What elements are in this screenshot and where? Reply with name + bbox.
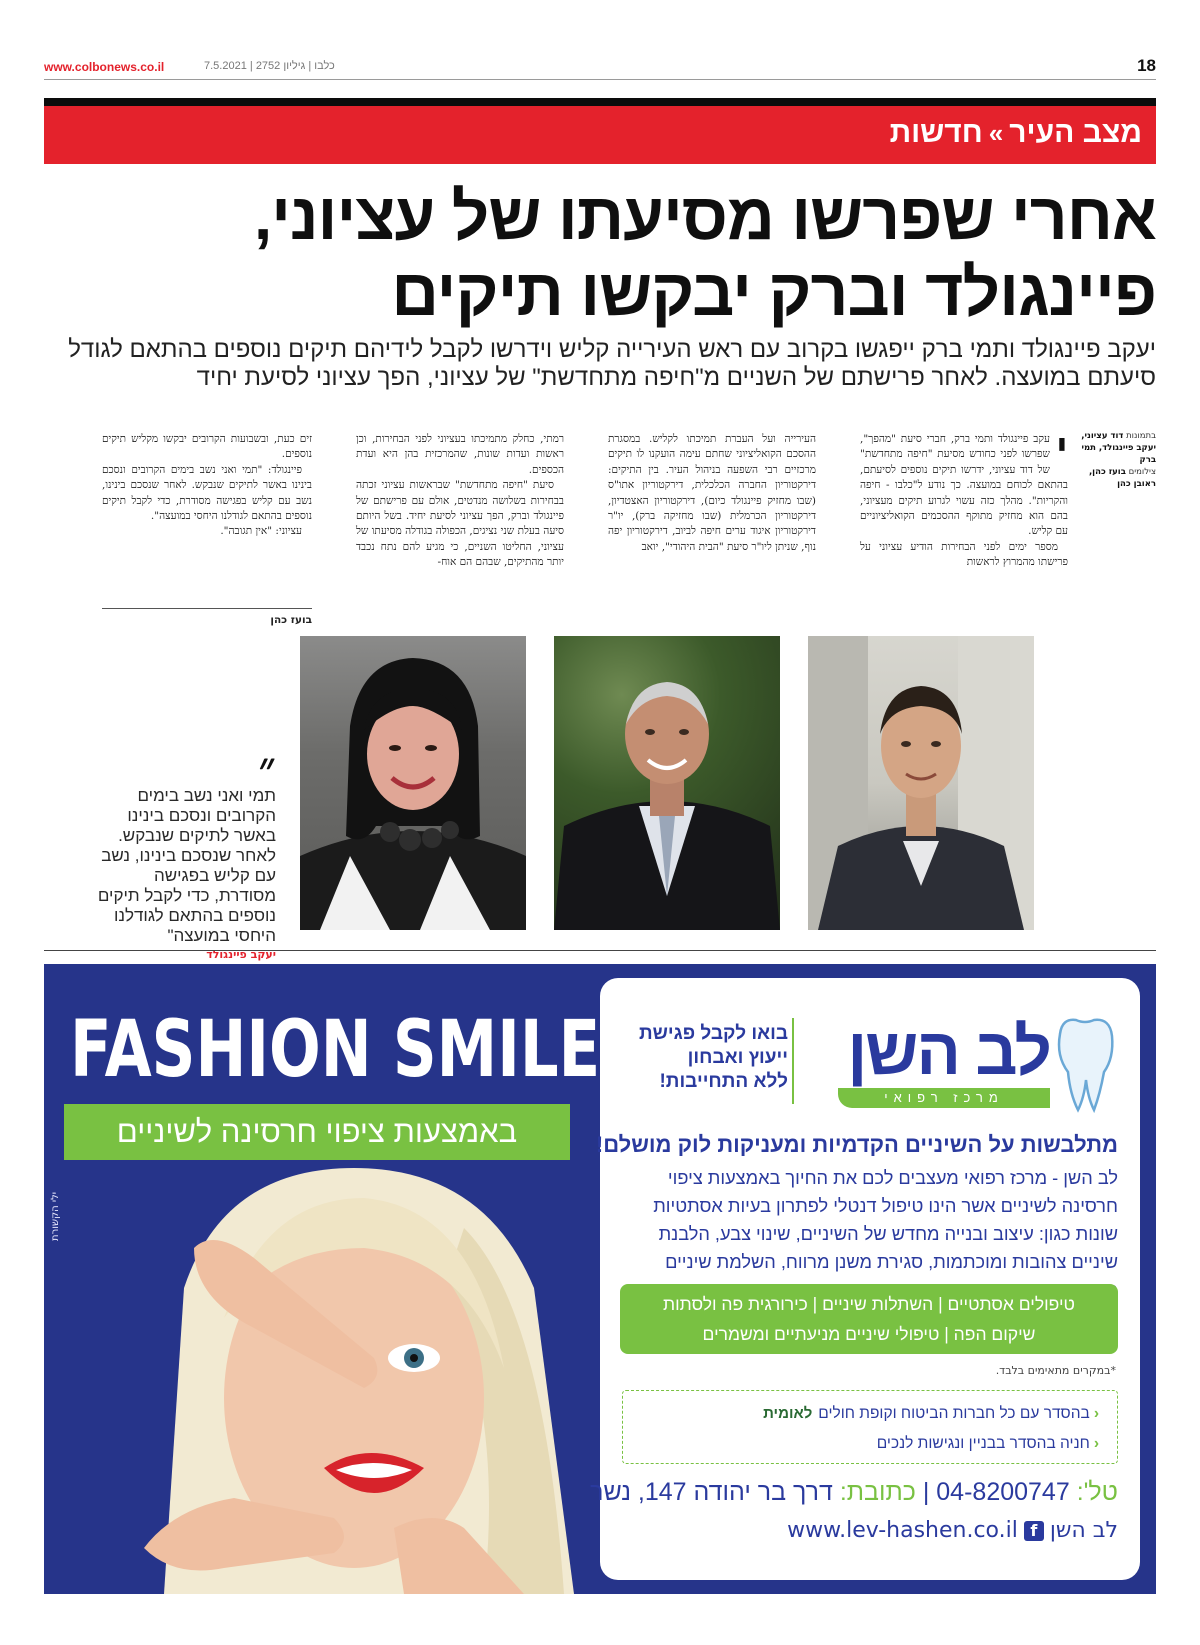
headline-line-2: פיינגולד וברק יבקשו תיקים (391, 255, 1156, 329)
perk-text: בהסדר עם כל חברות הביטוח וקופת חולים (818, 1405, 1090, 1422)
visit-callout (624, 1022, 788, 1094)
paragraph: פיינגולד: "תמי ואני נשב בימים הקרובים ונסכם בינינו באשר לתיקים שנבקש. לאחר שנסכם בינינו, נשב עם קליש בפגישה מסודרת, כדי לקבל תיקים נוספים בהתאם לגודלנו היחסי במועצה". (102, 463, 312, 523)
logo-divider (792, 1018, 794, 1104)
ad-body: לב השן - מרכז רפואי מעצבים לכם את החיוך באמצעות ציפוי חרסינה לשיניים אשר הינו טיפול דנטלי לפתרון בעיות אסתטיות שונות כגון: עיצוב ובנייה מחדש של השיניים, שינוי צבע, הלבנת שיניים צהובות ומוכתמות, סגירת משנן מרווח, השלמת שיניים (653, 1168, 1118, 1272)
services-box (620, 1284, 1118, 1354)
issue-info: כלבו | גיליון 2752 | 7.5.2021 (204, 60, 335, 72)
article-column-2 (608, 432, 816, 555)
shoot-label: צילומים (1128, 467, 1156, 477)
shoot-names: בועז כהן, ראובן כהן (1088, 467, 1156, 489)
paragraph: עציוני: "אין תגובה". (220, 525, 302, 538)
paragraph: מספר ימים לפני הבחירות הודיע עציוני על פרישתו מהמרוץ לראשות (860, 540, 1068, 569)
photo-label: בתמונות (1126, 431, 1156, 441)
address-label: כתובת: (839, 1478, 916, 1506)
article-byline: בועז כהן (270, 614, 312, 626)
section-primary: מצב העיר (1009, 116, 1142, 149)
tooth-icon (1050, 1014, 1120, 1114)
portrait-photo-young-man (808, 636, 1034, 930)
site-url[interactable]: www.colbonews.co.il (44, 60, 165, 74)
photo-credits (1078, 430, 1156, 490)
brand-name: לב השן (847, 1014, 1050, 1088)
paragraph: זים כעת, ובשבועות הקרובים יבקשו מקליש תיקים נוספים. (102, 433, 312, 461)
pull-quote-text: תמי ואני נשב בימים הקרובים ונסכם בינינו באשר לתיקים שנבקש. לאחר שנסכם בינינו, נשב עם קליש בפגישה מסודרת, כדי לקבל תיקים נוספים בהתאם לגודלנו היחסי במועצה" (97, 786, 276, 945)
page-divider (44, 950, 1156, 951)
footnote: *במקרים מתאימים בלבד. (995, 1364, 1116, 1377)
visit-line: ללא התחייבות! (659, 1071, 788, 1092)
facebook-name[interactable]: לב השן (1049, 1518, 1118, 1543)
ad-title: FASHION SMILE (70, 1005, 601, 1095)
contact-line (590, 1478, 1118, 1507)
article-column-3 (356, 432, 564, 571)
perk-item (623, 1399, 1099, 1429)
ad-info-panel (590, 978, 1140, 1580)
section-separator: » (988, 118, 1004, 148)
web-line (622, 1518, 1118, 1543)
pull-quote (96, 743, 276, 961)
services-line: שיקום הפה | טיפולי שיניים מניעתיים ומשמרים (702, 1324, 1036, 1344)
pull-quote-attribution: יעקב פיינגולד (206, 948, 276, 961)
website-link[interactable]: www.lev-hashen.co.il (787, 1518, 1018, 1543)
article-column-4 (102, 432, 312, 540)
page-number: 18 (1137, 56, 1156, 75)
perk-item (623, 1429, 1099, 1459)
paragraph: עקב פיינגולד ותמי ברק, חברי סיעת "מהפך", שפרשו לפני כחודש מסיעת "חיפה מתחדשת" של דוד עציוני, ידרשו תיקים נוספים לסיעתם, בהתאם לכוחם במועצה. כך נודע ל"כלבו - חיפה והקריות". מהלך כזה עשוי לגרוע תיקים מעציוני, בהם הוא מחזיק מתוקף ההסכמים הקואליציוניים עם קליש. (860, 433, 1068, 538)
services-line: טיפולים אסתטיים | השתלות שיניים | כירורגית פה ולסתות (663, 1294, 1075, 1314)
address: דרך בר יהודה 147, נשר (590, 1478, 833, 1506)
article-subhead: יעקב פיינגולד ותמי ברק ייפגשו בקרוב עם ראש העירייה קליש וידרשו לקבל לידיהם תיקים נוספים בהתאם לגודל סיעתם במועצה. לאחר פרישתם של השניים מ"חיפה מתחדשת" של עציוני, הפך עציוני לסיעת יחיד (68, 336, 1156, 391)
paragraph: העירייה ועל העברת תמיכתו לקליש. במסגרת ההסכם הקואליציוני שחתם עימה הועקנו לו תיקים מרכזיים רבי השפעה בניהול העיר. בין התיקים: דירקטוריון החברה הכלכלית, דירקטוריון אתו"ס (שבו מחזיק פיינגולד כיום), דירקטוריון האצטדיון, דירקטוריון הכרמלית (שבו מחזיקה ברק), יו"ר דירקטוריון איגוד ערים חיפה לביוב, דירקטוריון יפה נוף, שניתן ליו"ר סיעת "הבית היהודי", יואב (608, 433, 816, 553)
ad-heading: מתלבשות על השיניים הקדמיות ומעניקות לוק מושלם! (595, 1132, 1118, 1157)
portrait-photo-older-man (554, 636, 780, 930)
perk-text: חניה בהסדר בבניין ונגישות לנכים (876, 1435, 1090, 1452)
section-bar (44, 98, 1156, 164)
paragraph: סיעת "חיפה מתחדשת" שבראשות עציוני זכתה בבחירות בשלושה מנדטים, אולם עם פרישתם של פיינגולד וברק, הפך עציוני לסיעת יחיד. בשל היותם סיעה בעלת שני נציגים, הכפולה בגודלה מסיעתו של עציוני, החליטו השניים, כי מגיע להם נתח נכבד יותר מהתיקים, שבהם הם אוח- (356, 479, 564, 569)
ad-strip: באמצעות ציפוי חרסינה לשיניים (64, 1104, 570, 1160)
advertisement[interactable] (44, 964, 1156, 1594)
byline-rule (102, 608, 312, 609)
article-headline (44, 178, 1156, 330)
article-column-1 (860, 427, 1068, 571)
drop-cap: י (1055, 427, 1068, 471)
portrait-photo-woman (300, 636, 526, 930)
chevron-left-icon: ‹ (1093, 1405, 1099, 1422)
photo-names: דוד עציוני, יעקב פיינגולד, תמי ברק (1081, 431, 1156, 465)
phone-label: טל': (1076, 1478, 1118, 1506)
brand-subtitle: מרכז רפואי (838, 1088, 1050, 1108)
quote-mark-icon: ״ (258, 743, 276, 794)
ad-credit: ילי הקשורת (50, 1192, 61, 1241)
perks-box (622, 1390, 1118, 1464)
facebook-icon[interactable]: f (1024, 1521, 1044, 1541)
headline-line-1: אחרי שפרשו מסיעתו של עציוני, (253, 179, 1156, 253)
leumit-logo: לאומית (763, 1405, 813, 1422)
ad-model-photo (104, 1168, 584, 1594)
section-secondary: חדשות (889, 116, 983, 149)
paragraph: רמתי, כחלק מתמיכתו בעציוני לפני הבחירות, וכן ראשות ועדות שונות, שהמרכזית בהן היא ועדת הכספים. (356, 433, 564, 476)
phone-number[interactable]: 04-8200747 (936, 1478, 1070, 1506)
visit-line: ייעוץ ואבחון (687, 1047, 788, 1068)
chevron-left-icon: ‹ (1093, 1435, 1099, 1452)
section-label (890, 116, 1142, 150)
brand-logo (820, 1014, 1120, 1124)
visit-line: בואו לקבל פגישת (638, 1023, 788, 1044)
contact-separator: | (915, 1478, 930, 1506)
page-folio (44, 58, 1156, 80)
